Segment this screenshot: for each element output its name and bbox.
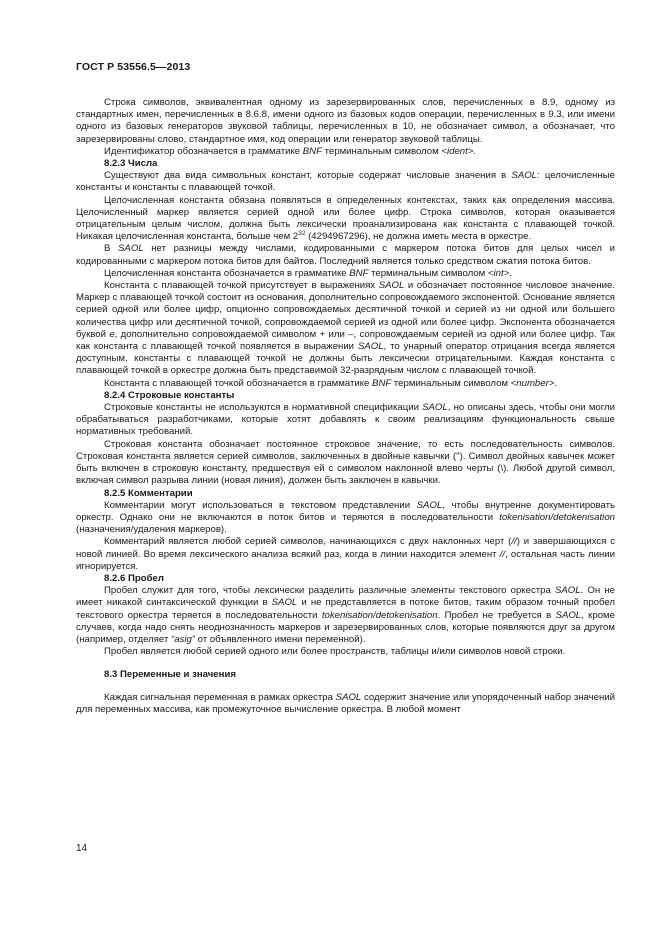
paragraph: Комментарии могут использоваться в текстовом представлении SAOL, чтобы внутренне документировать оркестр. Однако они не включаются в поток битов и теряются в последовательности tokenisation/detokenisation (назначения/удаления маркеров). xyxy=(76,499,615,536)
paragraph: Целочисленная константа обозначается в грамматике BNF терминальным символом <int>. xyxy=(104,267,512,279)
section-heading-8-2-6: 8.2.6 Пробел xyxy=(104,572,164,584)
paragraph: Пробел является любой серией одного или более пространств, таблицы и/или символов новой строки. xyxy=(104,646,566,658)
section-heading-8-3: 8.3 Переменные и значения xyxy=(104,669,236,681)
document-body xyxy=(76,97,615,716)
paragraph: Существуют два вида символьных констант, которые содержат числовые значения в SAOL: целочисленные константы и константы с плавающей точкой. xyxy=(76,170,615,194)
section-heading-8-2-5: 8.2.5 Комментарии xyxy=(104,487,193,499)
paragraph: Идентификатор обозначается в грамматике BNF терминальным символом <ident>. xyxy=(104,145,477,157)
paragraph: Константа с плавающей точкой обозначается в грамматике BNF терминальным символом <number>. xyxy=(104,377,558,389)
paragraph: Каждая сигнальная переменная в рамках оркестра SAOL содержит значение или упорядоченный набор значений для переменных массива, как промежуточное вычисление оркестра. В любой момент xyxy=(76,691,615,715)
paragraph: Строка символов, эквивалентная одному из зарезервированных слов, перечисленных в 8.9, одному из стандартных имен, перечисленных в 8.6.8, имени одного из базовых кодов операции, перечисленных в 9.3, или имени одного из базовых генераторов звуковой таблицы, перечисленных в 10, не обозначает символ, а обозначает, что зарезервированы слово, стандартное имя, код операции или генератор звуковой таблицы. xyxy=(76,97,615,145)
paragraph: Пробел служит для того, чтобы лексически разделить различные элементы текстового оркестра SAOL. Он не имеет никакой синтаксической функции в SAOL и не представляется в потоке битов, таким образом точный пробел текстового оркестра теряется в последовательности tokenisation/detokenisation. Пробел не требуется в SAOL, кроме случаев, когда надо снять неоднозначность маркеров и зарезервированных слов, которые появляются друг за другом (например, отделяет “asig” от объявленного имени переменной). xyxy=(76,585,616,645)
paragraph: Целочисленная константа обязана появляться в определенных контекстах, таких как определения массива. Целочисленный маркер является серией одной или более цифр. Строка символов, которая оказывается отрицательным целым числом, должна быть лексически проанализирована как константа с плавающей точкой. Никакая целочисленная константа, больше чем $2^{32}$ (4294967296), не должна иметь места в оркестре. xyxy=(76,194,615,243)
paragraph: Строковая константа обозначает постоянное строковое значение, то есть последовательность символов. Строковая константа является серией символов, заключенных в двойные кавычки ("). Символ двойных кавычек может быть включен в строковую константу, предшествуя ей с символом наклонной влево черты (\). Любой другой символ, включая символ разрыва линии (новая линия), должен быть заключен в кавычки. xyxy=(76,438,615,487)
page-number: 14 xyxy=(76,843,88,854)
paragraph: Комментарий является любой серией символов, начинающихся с двух наклонных черт (//) и завершающихся с новой линией. Во время лексического анализа всякий раз, когда в линии находится элемент //, остальная часть линии игнорируется. xyxy=(76,536,615,572)
paragraph: Строковые константы не используются в нормативной спецификации SAOL, но описаны здесь, чтобы они могли обрабатываться разработчиками, которые хотят добавлять к своим реализациям функциональность свыше нормативных требований. xyxy=(76,402,615,438)
paragraph: В SAOL нет разницы между числами, кодированными с маркером потока битов для целых чисел и кодированными с маркером потока битов для байтов. Последний является только средством сжатия потока битов. xyxy=(76,243,616,267)
section-heading-8-2-4: 8.2.4 Строковые константы xyxy=(104,389,235,401)
section-heading-8-2-3: 8.2.3 Числа xyxy=(104,158,158,170)
paragraph: Константа с плавающей точкой присутствует в выражениях SAOL и обозначает постоянное числовое значение. Маркер с плавающей точкой состоит из основания, дополнительно сопровождаемого экспонентой. Основание является серией одной или более цифр, опционно сопровождаемых десятичной точкой и серией из ни одной или большего количества цифр или десятичной точкой, сопровождаемой серией из одной или более цифр. Экспонента обозначается буквой e, дополнительно сопровождаемой символом + или –, сопровождаемым серией из одной или более цифр. Так как константа с плавающей точкой появляется в выражении SAOL, то унарный оператор отрицания всегда является доступным, константы с плавающей точкой не должны быть лексически отрицательными. Каждая константа с плавающей точкой в оркестре должна быть представимой 32-разрядным числом с плавающей точкой. xyxy=(76,280,615,377)
standard-header: ГОСТ Р 53556.5—2013 xyxy=(76,61,191,73)
